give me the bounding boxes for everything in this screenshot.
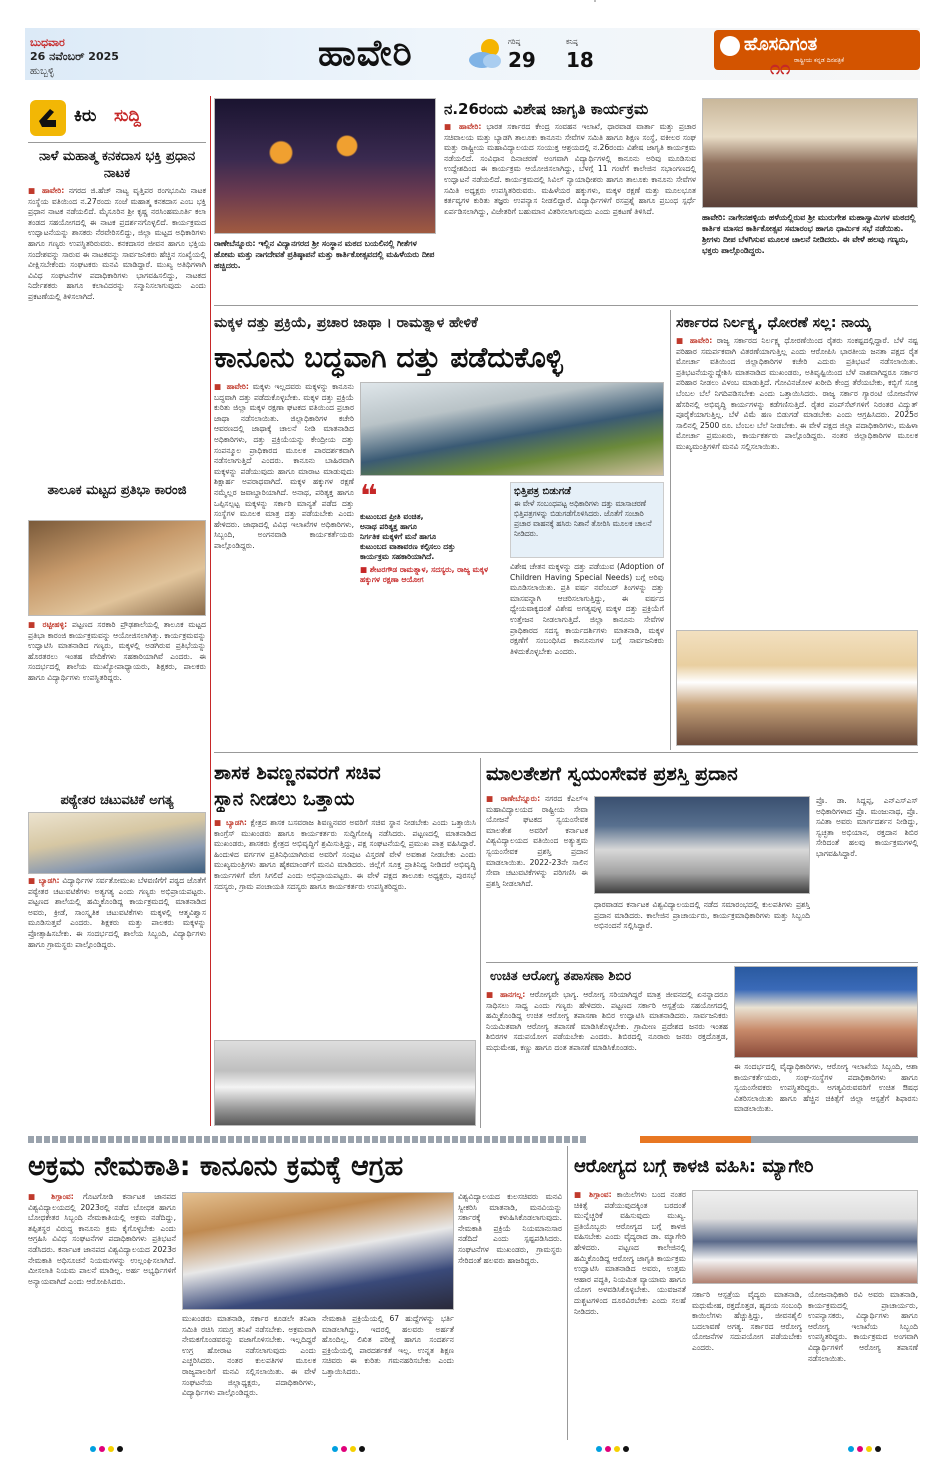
dot-black: [359, 1446, 365, 1452]
kirusuddi-story2-lead: ■ ರಟ್ಟೀಹಳ್ಳಿ:: [28, 620, 68, 629]
health-camp-body-1: ಆರೋಗ್ಯವೇ ಭಾಗ್ಯ. ಆರೋಗ್ಯ ಸರಿಯಾಗಿದ್ದರೆ ಮಾತ್ರ ಜೀವನದಲ್ಲಿ ಏನನ್ನಾದರೂ ಸಾಧಿಸಲು ಸಾಧ್ಯ ಎಂದು ಗಣ್ಯರು ಹೇಳಿದರು. ಪಟ್ಟಣದ ಸರ್ಕಾರಿ ಆಸ್ಪತ್ರೆಯ ಸಹಯೋಗದಲ್ಲಿ ಹಮ್ಮಿಕೊಂಡಿದ್ದ ಉಚಿತ ಆರೋಗ್ಯ ತಪಾಸಣಾ ಶಿಬಿರ ಉದ್ಘಾಟಿಸಿ ಮಾತನಾಡಿದರು. ಸಾರ್ವಜನಿಕರು ನಿಯಮಿತವಾಗಿ ಆರೋಗ್ಯ ತಪಾಸಣೆ ಮಾಡಿಸಿಕೊಳ್ಳಬೇಕು. ಗ್ರಾಮೀಣ ಪ್ರದೇಶದ ಜನರು ಇಂತಹ ಶಿಬಿರಗಳ ಸದುಪಯೋಗ ಪಡೆಯಬೇಕು ಎಂದರು. ಶಿಬಿರದಲ್ಲಿ ನೂರಾರು ಜನರು ರಕ್ತದೊತ್ತಡ, ಮಧುಮೇಹ, ಕಣ್ಣು ಹಾಗೂ ದಂತ ತಪಾಸಣೆ ಮಾಡಿಸಿಕೊಂಡರು.: [486, 990, 728, 1052]
govt-failure-headline: ಸರ್ಕಾರದ ನಿರ್ಲಕ್ಷ್ಯ, ಧೋರಣೆ ಸಲ್ಲ: ನಾಯ್ಕ: [676, 315, 871, 331]
health-awareness-text-col1: [574, 1190, 686, 1438]
registration-dots-right: [848, 1446, 881, 1452]
illegal-appointment-text-col1: [28, 1192, 176, 1438]
dot-yellow: [108, 1446, 114, 1452]
volunteer-text-col2: [594, 900, 810, 960]
adoption-text-col2: [510, 562, 664, 746]
middle-row-rule: [214, 752, 918, 753]
kirusuddi-column-divider: [210, 96, 211, 1126]
health-awareness-text-col3: [808, 1290, 918, 1438]
kirusuddi-title-a: ಕಿರು: [74, 106, 97, 126]
page-number: ೧೧: [770, 58, 791, 79]
kirusuddi-story3-text: [28, 876, 206, 1126]
illegal-appointment-body-1: ಗೊಟಗೋಡಿ ಕರ್ನಾಟಕ ಜಾನಪದ ವಿಶ್ವವಿದ್ಯಾಲಯದಲ್ಲಿ 2023ರಲ್ಲಿ ನಡೆದ ಬೋಧಕ ಹಾಗೂ ಬೋಧಕೇತರ ಸಿಬ್ಬಂದಿ ನೇಮಕಾತಿಯಲ್ಲಿ ಅಕ್ರಮ ನಡೆದಿದ್ದು, ತಪ್ಪಿತಸ್ಥರ ವಿರುದ್ಧ ಕಾನೂನು ಕ್ರಮ ಕೈಗೊಳ್ಳಬೇಕು ಎಂದು ಆಗ್ರಹಿಸಿ ವಿವಿಧ ಸಂಘಟನೆಗಳ ಪದಾಧಿಕಾರಿಗಳು ಪ್ರತಿಭಟನೆ ನಡೆಸಿದರು. ಕರ್ನಾಟಕ ಜಾನಪದ ವಿಶ್ವವಿದ್ಯಾಲಯದ 2023ರ ನೇಮಕಾತಿ ಅಧಿಸೂಚನೆ ನಿಯಮಗಳನ್ನು ಉಲ್ಲಂಘಿಸಲಾಗಿದೆ. ಮೀಸಲಾತಿ ನಿಯಮ ಪಾಲನೆ ಮಾಡಿಲ್ಲ. ಅರ್ಹ ಅಭ್ಯರ್ಥಿಗಳಿಗೆ ಅನ್ಯಾಯವಾಗಿದೆ ಎಂದು ಆರೋಪಿಸಿದರು.: [28, 1192, 176, 1286]
illegal-appointment-photo: [182, 1192, 454, 1310]
minister-divider: [480, 758, 481, 1128]
dot-yellow: [866, 1446, 872, 1452]
quote-source: ■ ಶೇಟರಗೌಡ ರಾಮತ್ನಾಳ, ಸದಸ್ಯರು, ರಾಜ್ಯ ಮಕ್ಕಳ ಹಕ್ಕುಗಳ ರಕ್ಷಣಾ ಆಯೋಗ: [360, 565, 489, 584]
section-bar-accent: [640, 1136, 918, 1143]
mutt-event-photo: [702, 98, 918, 208]
dot-magenta: [605, 1446, 611, 1452]
health-awareness-text-col2: [692, 1290, 802, 1438]
brand-block: [714, 30, 920, 70]
health-camp-photo: [734, 966, 918, 1058]
masthead-city: ಹುಬ್ಬಳ್ಳಿ: [30, 66, 55, 77]
kirusuddi-story1-headline: ನಾಳೆ ಮಹಾತ್ಮ ಕನಕದಾಸ ಭಕ್ತಿ ಪ್ರಧಾನ ನಾಟಕ: [38, 149, 196, 181]
volunteer-rule: [486, 962, 918, 963]
poster-release-body: ಈ ವೇಳೆ ಸಂಬಂಧಪಟ್ಟ ಅಧಿಕಾರಿಗಳು ದತ್ತು ಮಾಸಾಚರಣೆ ಭಿತ್ತಿಪತ್ರಗಳನ್ನು ಬಿಡುಗಡೆಗೊಳಿಸಿದರು. ಜೊತೆಗೆ ಸಂಚಾರಿ ಪ್ರಚಾರ ವಾಹನಕ್ಕೆ ಹಸಿರು ನಿಶಾನೆ ತೋರಿಸಿ ಮೂಲಕ ಚಾಲನೆ ನೀಡಿದರು.: [514, 499, 652, 538]
adoption-body-2: ವಿಶೇಷ ಚೇತನ ಮಕ್ಕಳನ್ನು ದತ್ತು ಪಡೆಯುವ (Adoption of Children Having Special Needs) ಬಗ್ಗೆ ಅರಿವು ಮೂಡಿಸಲಾಯಿತು. ಪ್ರತಿ ವರ್ಷ ನವೆಂಬರ್ ತಿಂಗಳನ್ನು ದತ್ತು ಮಾಸವನ್ನಾಗಿ ಆಚರಿಸಲಾಗುತ್ತಿದ್ದು, ಈ ವರ್ಷದ ಧ್ಯೇಯವಾಕ್ಯದಂತೆ ವಿಶೇಷ ಅಗತ್ಯವುಳ್ಳ ಮಕ್ಕಳ ದತ್ತು ಪ್ರಕ್ರಿಯೆಗೆ ಉತ್ತೇಜನ ನೀಡಲಾಗುತ್ತಿದೆ. ಜಿಲ್ಲಾ ಕಾನೂನು ಸೇವೆಗಳ ಪ್ರಾಧಿಕಾರದ ಸದಸ್ಯ ಕಾರ್ಯದರ್ಶಿಗಳು ಮಾತನಾಡಿ, ಮಕ್ಕಳ ರಕ್ಷಣೆಗೆ ಸಂಬಂಧಿಸಿದ ಕಾನೂನುಗಳ ಬಗ್ಗೆ ಸಾರ್ವಜನಿಕರು ತಿಳಿದುಕೊಳ್ಳಬೇಕು ಎಂದರು.: [510, 562, 664, 656]
kirusuddi-story3-headline: ಪಠ್ಯೇತರ ಚಟುವಟಿಕೆ ಅಗತ್ಯ: [60, 793, 174, 808]
adoption-quote-box: [360, 479, 506, 618]
illegal-appointment-body-2: ಮುಖಂಡರು ಮಾತನಾಡಿ, ಸರ್ಕಾರ ಕೂಡಲೇ ತನಿಖಾ ಸಮಿತಿ ರಚಿಸಿ ಸಮಗ್ರ ತನಿಖೆ ನಡೆಸಬೇಕು. ಅಕ್ರಮವಾಗಿ ನೇಮಕಗೊಂಡವರನ್ನು ವಜಾಗೊಳಿಸಬೇಕು. ಇಲ್ಲದಿದ್ದರೆ ಉಗ್ರ ಹೋರಾಟ ನಡೆಸಲಾಗುವುದು ಎಂದು ಎಚ್ಚರಿಸಿದರು. ನಂತರ ಕುಲಪತಿಗಳ ಮೂಲಕ ರಾಜ್ಯಪಾಲರಿಗೆ ಮನವಿ ಸಲ್ಲಿಸಲಾಯಿತು. ಈ ವೇಳೆ ಸಂಘಟನೆಯ ಜಿಲ್ಲಾಧ್ಯಕ್ಷರು, ಪದಾಧಿಕಾರಿಗಳು, ವಿದ್ಯಾರ್ಥಿಗಳು ಪಾಲ್ಗೊಂಡಿದ್ದರು.: [182, 1314, 316, 1398]
minister-text: [214, 818, 476, 1036]
health-camp-headline: ಉಚಿತ ಆರೋಗ್ಯ ತಪಾಸಣಾ ಶಿಬಿರ: [490, 969, 632, 984]
max-temp: 29: [508, 48, 536, 72]
govt-failure-body: ರಾಜ್ಯ ಸರ್ಕಾರದ ನಿರ್ಲಕ್ಷ್ಯ ಧೋರಣೆಯಿಂದ ರೈತರು ಸಂಕಷ್ಟದಲ್ಲಿದ್ದಾರೆ. ಬೆಳೆ ನಷ್ಟ ಪರಿಹಾರ ಸಮರ್ಪಕವಾಗಿ ವಿತರಣೆಯಾಗುತ್ತಿಲ್ಲ ಎಂದು ಆರೋಪಿಸಿ ಭಾರತೀಯ ಜನತಾ ಪಕ್ಷದ ರೈತ ಮೋರ್ಚಾ ವತಿಯಿಂದ ಜಿಲ್ಲಾಧಿಕಾರಿಗಳ ಕಚೇರಿ ಎದುರು ಪ್ರತಿಭಟನೆ ನಡೆಸಲಾಯಿತು. ಪ್ರತಿಭಟನೆಯನ್ನುದ್ದೇಶಿಸಿ ಮಾತನಾಡಿದ ಮುಖಂಡರು, ಅತಿವೃಷ್ಟಿಯಿಂದ ಬೆಳೆ ನಾಶವಾಗಿದ್ದರೂ ಸರ್ಕಾರ ಪರಿಹಾರ ನೀಡಲು ವಿಳಂಬ ಮಾಡುತ್ತಿದೆ. ಗೋವಿನಜೋಳ ಖರೀದಿ ಕೇಂದ್ರ ತೆರೆಯಬೇಕು, ಕಬ್ಬಿಗೆ ಸೂಕ್ತ ಬೆಂಬಲ ಬೆಲೆ ನಿಗದಿಪಡಿಸಬೇಕು ಎಂದು ಒತ್ತಾಯಿಸಿದರು. ರಾಜ್ಯ ಸರ್ಕಾರ ಗ್ಯಾರಂಟಿ ಯೋಜನೆಗಳ ಹೆಸರಿನಲ್ಲಿ ಅಭಿವೃದ್ಧಿ ಕಾರ್ಯಗಳನ್ನು ಕಡೆಗಣಿಸುತ್ತಿದೆ. ರೈತರ ಪಂಪ್‌ಸೆಟ್‌ಗಳಿಗೆ ನಿರಂತರ ವಿದ್ಯುತ್ ಪೂರೈಕೆಯಾಗುತ್ತಿಲ್ಲ. ಬೆಳೆ ವಿಮೆ ಹಣ ಬಿಡುಗಡೆ ಮಾಡಬೇಕು ಎಂದು ಆಗ್ರಹಿಸಿದರು. 2025ರ ಸಾಲಿನಲ್ಲಿ 2500 ರೂ. ಬೆಂಬಲ ಬೆಲೆ ನೀಡಬೇಕು. ಈ ವೇಳೆ ಪಕ್ಷದ ಜಿಲ್ಲಾ ಪದಾಧಿಕಾರಿಗಳು, ಮಹಿಳಾ ಮೋರ್ಚಾ ಪ್ರಮುಖರು, ಕಾರ್ಯಕರ್ತರು ಪಾಲ್ಗೊಂಡಿದ್ದರು. ನಂತರ ಜಿಲ್ಲಾಧಿಕಾರಿಗಳ ಮೂಲಕ ಮುಖ್ಯಮಂತ್ರಿಗಳಿಗೆ ಮನವಿ ಸಲ್ಲಿಸಲಾಯಿತು.: [676, 336, 918, 451]
illegal-appointment-headline: ಅಕ್ರಮ ನೇಮಕಾತಿ: ಕಾನೂನು ಕ್ರಮಕ್ಕೆ ಆಗ್ರಹ: [28, 1151, 404, 1182]
awareness-lead: ■ ಹಾವೇರಿ:: [444, 122, 482, 131]
minister-headline-line1: ಶಾಸಕ ಶಿವಣ್ಣನವರಗೆ ಸಚಿವ: [214, 762, 381, 784]
volunteer-lead: ■ ರಾಣೇಬೆನ್ನೂರು:: [486, 794, 541, 803]
dot-cyan: [332, 1446, 338, 1452]
dot-yellow: [614, 1446, 620, 1452]
govt-failure-text: [676, 336, 918, 626]
volunteer-award-stage-photo: [594, 796, 810, 894]
dot-yellow: [350, 1446, 356, 1452]
quote-line-5: ಕಾರ್ಯಕ್ರಮ ಸಹಕಾರಿಯಾಗಿದೆ.: [360, 552, 435, 561]
kirusuddi-story3-lead: ■ ಬ್ಯಾಡಗಿ:: [28, 876, 60, 885]
illegal-appointment-body-3: ನೇಮಕಾತಿ ಪ್ರಕ್ರಿಯೆಯಲ್ಲಿ 67 ಹುದ್ದೆಗಳನ್ನು ಭರ್ತಿ ಮಾಡಲಾಗಿದ್ದು, ಇದರಲ್ಲಿ ಹಲವರು ಅರ್ಹತೆ ಹೊಂದಿಲ್ಲ. ಲಿಖಿತ ಪರೀಕ್ಷೆ ಹಾಗೂ ಸಂದರ್ಶನ ಪ್ರಕ್ರಿಯೆಯಲ್ಲಿ ಪಾರದರ್ಶಕತೆ ಇಲ್ಲ. ಉನ್ನತ ಶಿಕ್ಷಣ ಸಚಿವರು ಈ ಕುರಿತು ಗಮನಹರಿಸಬೇಕು ಎಂದು ಒತ್ತಾಯಿಸಿದರು.: [322, 1314, 454, 1376]
brand-tagline: ರಾಷ್ಟ್ರೀಯ ಕನ್ನಡ ದಿನಪತ್ರಿಕೆ: [794, 57, 845, 64]
masthead: [0, 0, 945, 90]
dot-cyan: [596, 1446, 602, 1452]
adoption-headline: ಕಾನೂನು ಬದ್ಧವಾಗಿ ದತ್ತು ಪಡೆದುಕೊಳ್ಳಿ: [214, 341, 563, 374]
kirusuddi-story1-lead: ■ ಹಾವೇರಿ:: [28, 186, 65, 195]
masthead-date: 26 ನವೆಂಬರ್ 2025: [30, 50, 119, 63]
health-awareness-body-2: ಸರ್ಕಾರಿ ಆಸ್ಪತ್ರೆಯ ವೈದ್ಯರು ಮಾತನಾಡಿ, ಮಧುಮೇಹ, ರಕ್ತದೊತ್ತಡ, ಹೃದಯ ಸಂಬಂಧಿ ಕಾಯಿಲೆಗಳು ಹೆಚ್ಚುತ್ತಿದ್ದು, ಜೀವನಶೈಲಿ ಬದಲಾವಣೆ ಅಗತ್ಯ. ಸರ್ಕಾರದ ಆರೋಗ್ಯ ಯೋಜನೆಗಳ ಸದುಪಯೋಗ ಪಡೆಯಬೇಕು ಎಂದರು.: [692, 1290, 802, 1352]
illegal-appointment-body-4: ವಿಶ್ವವಿದ್ಯಾಲಯದ ಕುಲಸಚಿವರು ಮನವಿ ಸ್ವೀಕರಿಸಿ ಮಾತನಾಡಿ, ಮನವಿಯನ್ನು ಸರ್ಕಾರಕ್ಕೆ ಕಳುಹಿಸಿಕೊಡಲಾಗುವುದು. ನೇಮಕಾತಿ ಪ್ರಕ್ರಿಯೆ ನಿಯಮಾನುಸಾರ ನಡೆದಿದೆ ಎಂದು ಸ್ಪಷ್ಟಪಡಿಸಿದರು. ಸಂಘಟನೆಗಳ ಮುಖಂಡರು, ಗ್ರಾಮಸ್ಥರು ಸೇರಿದಂತೆ ಹಲವರು ಹಾಜರಿದ್ದರು.: [458, 1192, 562, 1265]
dot-black: [623, 1446, 629, 1452]
adoption-divider: [670, 310, 671, 750]
registration-dots-left: [90, 1446, 123, 1452]
byadagi-school-photo: [28, 812, 206, 874]
date-block: [30, 36, 160, 77]
volunteer-text-col1: [486, 794, 588, 960]
dot-magenta: [341, 1446, 347, 1452]
awareness-body: ಭಾರತ ಸರ್ಕಾರದ ಕೇಂದ್ರ ಸಂವಹನ ಇಲಾಖೆ, ಧಾರವಾಡ ವಾರ್ತಾ ಮತ್ತು ಪ್ರಚಾರ ಸಚಿವಾಲಯ ಮತ್ತು ಬ್ಯಾಡಗಿ ತಾಲೂಕು ಕಾನೂನು ಸೇವೆಗಳ ಸಮಿತಿ ಹಾಗೂ ಶಿಕ್ಷಣ ಸಂಸ್ಥೆ, ವಕೀಲರ ಸಂಘ ಮತ್ತು ರಾಷ್ಟ್ರೀಯ ಮಹಾವಿದ್ಯಾಲಯದ ಸಂಯುಕ್ತ ಆಶ್ರಯದಲ್ಲಿ ನ.26ರಂದು ವಿಶೇಷ ಜಾಗೃತಿ ಕಾರ್ಯಕ್ರಮ ನಡೆಯಲಿದೆ. ಸಂವಿಧಾನ ದಿನಾಚರಣೆ ಅಂಗವಾಗಿ ವಿದ್ಯಾರ್ಥಿಗಳಲ್ಲಿ ಕಾನೂನು ಅರಿವು ಮೂಡಿಸುವ ಉದ್ದೇಶದಿಂದ ಈ ಕಾರ್ಯಕ್ರಮ ಆಯೋಜಿಸಲಾಗಿದ್ದು, ಬೆಳಗ್ಗೆ 11 ಗಂಟೆಗೆ ಕಾಲೇಜಿನ ಸಭಾಂಗಣದಲ್ಲಿ ಉದ್ಘಾಟನೆ ನಡೆಯಲಿದೆ. ಕಾರ್ಯಕ್ರಮದಲ್ಲಿ ಸಿವಿಲ್ ನ್ಯಾಯಾಧೀಶರು ಹಾಗೂ ತಾಲೂಕು ಕಾನೂನು ಸೇವೆಗಳ ಸಮಿತಿ ಅಧ್ಯಕ್ಷರು ಉಪಸ್ಥಿತರಿರುವರು. ಮಹಿಳೆಯರ ಹಕ್ಕುಗಳು, ಮಕ್ಕಳ ರಕ್ಷಣೆ ಮತ್ತು ಮೂಲಭೂತ ಕರ್ತವ್ಯಗಳ ಕುರಿತು ತಜ್ಞರು ಉಪನ್ಯಾಸ ನೀಡಲಿದ್ದಾರೆ. ವಿದ್ಯಾರ್ಥಿಗಳಿಗೆ ರಸಪ್ರಶ್ನೆ ಹಾಗೂ ಪ್ರಬಂಧ ಸ್ಪರ್ಧೆ ಏರ್ಪಡಿಸಲಾಗಿದ್ದು, ವಿಜೇತರಿಗೆ ಬಹುಮಾನ ವಿತರಿಸಲಾಗುವುದು ಎಂದು ಪ್ರಕಟಣೆ ತಿಳಿಸಿದೆ.: [444, 122, 696, 216]
health-awareness-headline: ಆರೋಗ್ಯದ ಬಗ್ಗೆ ಕಾಳಜಿ ವಹಿಸಿ: ಮ್ಯಾಗೇರಿ: [574, 1156, 814, 1177]
volunteer-text-col3: [816, 796, 918, 960]
kirusuddi-story3-body: ವಿದ್ಯಾರ್ಥಿಗಳ ಸರ್ವತೋಮುಖ ಬೆಳವಣಿಗೆಗೆ ಪಠ್ಯದ ಜೊತೆಗೆ ಪಠ್ಯೇತರ ಚಟುವಟಿಕೆಗಳು ಅತ್ಯಗತ್ಯ ಎಂದು ಗಣ್ಯರು ಅಭಿಪ್ರಾಯಪಟ್ಟರು. ಪಟ್ಟಣದ ಶಾಲೆಯಲ್ಲಿ ಹಮ್ಮಿಕೊಂಡಿದ್ದ ಕಾರ್ಯಕ್ರಮದಲ್ಲಿ ಮಾತನಾಡಿದ ಅವರು, ಕ್ರೀಡೆ, ಸಾಂಸ್ಕೃತಿಕ ಚಟುವಟಿಕೆಗಳು ಮಕ್ಕಳಲ್ಲಿ ಆತ್ಮವಿಶ್ವಾಸ ಮೂಡಿಸುತ್ತವೆ ಎಂದರು. ಶಿಕ್ಷಕರು ಮತ್ತು ಪಾಲಕರು ಮಕ್ಕಳನ್ನು ಪ್ರೋತ್ಸಾಹಿಸಬೇಕು. ಈ ಸಂದರ್ಭದಲ್ಲಿ ಶಾಲೆಯ ಸಿಬ್ಬಂದಿ, ವಿದ್ಯಾರ್ಥಿಗಳು ಹಾಗೂ ಗ್ರಾಮಸ್ಥರು ಪಾಲ್ಗೊಂಡಿದ್ದರು.: [28, 876, 206, 949]
dot-magenta: [99, 1446, 105, 1452]
illegal-appointment-text-col2: [182, 1314, 316, 1438]
section-bar-left: [28, 1136, 588, 1143]
kirusuddi-story1-body: ನಗರದ ಜಿ.ಹೆಚ್ ನಾಟ್ಯ ವೃತ್ತಿಪರ ರಂಗಭೂಮಿ ನಾಟಕ ಸಂಸ್ಥೆಯ ವತಿಯಿಂದ ನ.27ರಂದು ಸಂಜೆ ಮಹಾತ್ಮ ಕನಕದಾಸ ಎಂಬ ಭಕ್ತಿ ಪ್ರಧಾನ ನಾಟಕ ನಡೆಯಲಿದೆ. ಮೈಸೂರಿನ ಶ್ರೀ ಕೃಷ್ಣ ನರಸಿಂಹಮೂರ್ತಿ ಕಲಾ ತಂಡದ ಸಹಯೋಗದಲ್ಲಿ ಈ ನಾಟಕ ಪ್ರದರ್ಶನಗೊಳ್ಳಲಿದೆ. ಕಾರ್ಯಕ್ರಮದ ಉದ್ಘಾಟನೆಯನ್ನು ಶಾಸಕರು ನೆರವೇರಿಸಲಿದ್ದು, ಜಿಲ್ಲಾ ಮಟ್ಟದ ಅಧಿಕಾರಿಗಳು ಹಾಗೂ ಗಣ್ಯರು ಉಪಸ್ಥಿತರಿರುವರು. ಕನಕದಾಸರ ಜೀವನ ಹಾಗೂ ಭಕ್ತಿಯ ಸಂದೇಶವನ್ನು ಸಾರುವ ಈ ನಾಟಕವನ್ನು ಸಾರ್ವಜನಿಕರು ಹೆಚ್ಚಿನ ಸಂಖ್ಯೆಯಲ್ಲಿ ವೀಕ್ಷಿಸಬೇಕೆಂದು ಸಂಘಟಕರು ಮನವಿ ಮಾಡಿದ್ದಾರೆ. ಮುಖ್ಯ ಅತಿಥಿಗಳಾಗಿ ವಿವಿಧ ಸಂಘಟನೆಗಳ ಪದಾಧಿಕಾರಿಗಳು ಭಾಗವಹಿಸಲಿದ್ದು, ನಾಟಕದ ನಿರ್ದೇಶಕರು ಹಾಗೂ ಕಲಾವಿದರನ್ನು ಸನ್ಮಾನಿಸಲಾಗುವುದು ಎಂದು ಪ್ರಕಟಣೆಯಲ್ಲಿ ತಿಳಿಸಲಾಗಿದೆ.: [28, 186, 206, 301]
karthika-deepotsava-caption: ರಾಣೇಬೆನ್ನೂರು: ಇಲ್ಲಿನ ವಿದ್ಯಾನಗರದ ಶ್ರೀ ಸಂಸ್ಥಾನ ಮಠದ ಬಯಲಿನಲ್ಲಿ ಗೀತೆಗಳ ಹೋಮ ಮತ್ತು ನಾಗದೇವತೆ ಪ್ರತಿಷ್ಠಾಪನೆ ಮತ್ತು ಕಾರ್ತಿಕೋತ್ಸವದಲ್ಲಿ ಮಹಿಳೆಯರು ದೀಪ ಹಚ್ಚಿದರು.: [214, 239, 435, 270]
volunteer-body-1: ನಗರದ ಕೆಎಲ್‌ಇ ಮಹಾವಿದ್ಯಾಲಯದ ರಾಷ್ಟ್ರೀಯ ಸೇವಾ ಯೋಜನೆ ಘಟಕದ ಸ್ವಯಂಸೇವಕ ಮಾಲತೇಶ ಅವರಿಗೆ ಕರ್ನಾಟಕ ವಿಶ್ವವಿದ್ಯಾಲಯದ ವತಿಯಿಂದ ಅತ್ಯುತ್ತಮ ಸ್ವಯಂಸೇವಕ ಪ್ರಶಸ್ತಿ ಪ್ರದಾನ ಮಾಡಲಾಯಿತು. 2022-23ನೇ ಸಾಲಿನ ಸೇವಾ ಚಟುವಟಿಕೆಗಳನ್ನು ಪರಿಗಣಿಸಿ ಈ ಪ್ರಶಸ್ತಿ ನೀಡಲಾಗಿದೆ.: [486, 794, 588, 888]
dot-cyan: [848, 1446, 854, 1452]
dot-black: [117, 1446, 123, 1452]
health-camp-text-col2: [734, 1062, 918, 1126]
dot-black: [875, 1446, 881, 1452]
govt-failure-lead: ■ ಹಾವೇರಿ:: [676, 336, 713, 345]
health-awareness-body-3: ಯೋಜನಾಧಿಕಾರಿ ರವಿ ಅವರು ಮಾತನಾಡಿ, ಕಾರ್ಯಕ್ರಮದಲ್ಲಿ ಪ್ರಾಚಾರ್ಯರು, ಉಪನ್ಯಾಸಕರು, ವಿದ್ಯಾರ್ಥಿಗಳು ಹಾಗೂ ಆರೋಗ್ಯ ಇಲಾಖೆಯ ಸಿಬ್ಬಂದಿ ಉಪಸ್ಥಿತರಿದ್ದರು. ಕಾರ್ಯಕ್ರಮದ ಅಂಗವಾಗಿ ವಿದ್ಯಾರ್ಥಿಗಳಿಗೆ ಆರೋಗ್ಯ ತಪಾಸಣೆ ನಡೆಸಲಾಯಿತು.: [808, 1290, 918, 1363]
bottom-divider: [567, 1146, 568, 1440]
poster-release-title: ಭಿತ್ತಿಪತ್ರ ಬಿಡುಗಡೆ: [514, 486, 571, 497]
health-awareness-lead: ■ ಶಿಗ್ಗಾಂವ:: [574, 1190, 612, 1199]
karthika-deepotsava-photo: [214, 98, 436, 234]
weather-icon: [466, 34, 506, 72]
masthead-edition-title: ಹಾವೇರಿ: [318, 33, 413, 74]
max-temp-label: ಗರಿಷ್ಠ: [508, 38, 521, 46]
volunteer-body-2: ಧಾರವಾಡದ ಕರ್ನಾಟಕ ವಿಶ್ವವಿದ್ಯಾಲಯದಲ್ಲಿ ನಡೆದ ಸಮಾರಂಭದಲ್ಲಿ ಕುಲಪತಿಗಳು ಪ್ರಶಸ್ತಿ ಪ್ರದಾನ ಮಾಡಿದರು. ಕಾಲೇಜಿನ ಪ್ರಾಚಾರ್ಯರು, ಕಾರ್ಯಕ್ರಮಾಧಿಕಾರಿಗಳು ಮತ್ತು ಸಿಬ್ಬಂದಿ ಅಭಿನಂದನೆ ಸಲ್ಲಿಸಿದ್ದಾರೆ.: [594, 900, 810, 931]
adoption-lead: ■ ಹಾವೇರಿ:: [214, 382, 249, 391]
mutt-event-caption: ಹಾವೇರಿ: ನಾಗೇನಹಳ್ಳಿಯ ಹಳೆಯಲ್ಲಿರುವ ಶ್ರೀ ಮುರುಗೇಶ ಮಹಾಸ್ವಾಮಿಗಳ ಮಠದಲ್ಲಿ ಕಾರ್ತಿಕ ಮಾಸದ ಕಾರ್ತಿಕೋತ್ಸವ ಸಮಾರಂಭ ಹಾಗೂ ಧಾರ್ಮಿಕ ಸಭೆ ನಡೆಯಿತು. ಶ್ರೀಗಳು ದೀಪ ಬೆಳಗಿಸುವ ಮೂಲಕ ಚಾಲನೆ ನೀಡಿದರು. ಈ ವೇಳೆ ಹಲವು ಗಣ್ಯರು, ಭಕ್ತರು ಪಾಲ್ಗೊಂಡಿದ್ದರು.: [702, 213, 916, 255]
adoption-jatha-photo: [360, 382, 664, 476]
adoption-text-col1: [214, 382, 354, 746]
kirusuddi-rule: [28, 142, 206, 143]
brand-name: ಹೊಸದಿಗಂತ: [744, 34, 818, 55]
brand-lamp-icon: [720, 36, 740, 56]
kirusuddi-story2-body: ಪಟ್ಟಣದ ಸರಕಾರಿ ಪ್ರೌಢಶಾಲೆಯಲ್ಲಿ ತಾಲೂಕ ಮಟ್ಟದ ಪ್ರತಿಭಾ ಕಾರಂಜಿ ಕಾರ್ಯಕ್ರಮವನ್ನು ಆಯೋಜಿಸಲಾಗಿತ್ತು. ಕಾರ್ಯಕ್ರಮವನ್ನು ಉದ್ಘಾಟಿಸಿ ಮಾತನಾಡಿದ ಗಣ್ಯರು, ಮಕ್ಕಳಲ್ಲಿ ಅಡಗಿರುವ ಪ್ರತಿಭೆಯನ್ನು ಹೊರತರಲು ಇಂತಹ ವೇದಿಕೆಗಳು ಸಹಕಾರಿಯಾಗಿವೆ ಎಂದರು. ಈ ಸಂದರ್ಭದಲ್ಲಿ ಶಾಲೆಯ ಮುಖ್ಯೋಪಾಧ್ಯಾಯರು, ಶಿಕ್ಷಕರು, ಪಾಲಕರು ಹಾಗೂ ವಿದ್ಯಾರ್ಥಿಗಳು ಉಪಸ್ಥಿತರಿದ್ದರು.: [28, 620, 206, 682]
quote-mark-icon: ❝: [360, 479, 378, 514]
health-camp-lead: ■ ಹಾನಗಲ್ಲ:: [486, 990, 526, 999]
kirusuddi-story2-headline: ತಾಲೂಕ ಮಟ್ಟದ ಪ್ರತಿಭಾ ಕಾರಂಜಿ: [47, 483, 187, 498]
kirusuddi-story2-text: [28, 620, 206, 788]
volunteer-body-3: ಪ್ರೊ. ಡಾ. ಸಿದ್ದಪ್ಪ, ಎನ್‌ಎಸ್‌ಎಸ್ ಅಧಿಕಾರಿಗಳಾದ ಪ್ರೊ. ಮಂಜುನಾಥ, ಪ್ರೊ. ಸವಿತಾ ಅವರು ಮಾರ್ಗದರ್ಶನ ನೀಡಿದ್ದು, ಸ್ವಚ್ಛತಾ ಅಭಿಯಾನ, ರಕ್ತದಾನ ಶಿಬಿರ ಸೇರಿದಂತೆ ಹಲವು ಕಾರ್ಯಕ್ರಮಗಳಲ್ಲಿ ಭಾಗವಹಿಸಿದ್ದಾರೆ.: [816, 796, 918, 858]
awareness-text: [444, 122, 696, 300]
illegal-appointment-lead: ■ ಶಿಗ್ಗಾಂವ:: [28, 1192, 74, 1201]
pratibha-karanji-photo: [28, 520, 206, 616]
masthead-day: ಬುಧವಾರ: [30, 36, 65, 49]
minister-press-photo: [214, 1040, 476, 1126]
volunteer-award-photo: [594, 0, 596, 2]
registration-dots-center-right: [596, 1446, 629, 1452]
volunteer-headline: ಮಾಲತೇಶಗೆ ಸ್ವಯಂಸೇವಕ ಪ್ರಶಸ್ತಿ ಪ್ರದಾನ: [486, 763, 738, 785]
health-awareness-body-1: ಕಾಯಿಲೆಗಳು ಬಂದ ನಂತರ ಚಿಕಿತ್ಸೆ ಪಡೆಯುವುದಕ್ಕಿಂತ ಬರದಂತೆ ಮುನ್ನೆಚ್ಚರಿಕೆ ವಹಿಸುವುದು ಮುಖ್ಯ. ಪ್ರತಿಯೊಬ್ಬರು ಆರೋಗ್ಯದ ಬಗ್ಗೆ ಕಾಳಜಿ ವಹಿಸಬೇಕು ಎಂದು ವೈದ್ಯರಾದ ಡಾ. ಮ್ಯಾಗೇರಿ ಹೇಳಿದರು. ಪಟ್ಟಣದ ಕಾಲೇಜಿನಲ್ಲಿ ಹಮ್ಮಿಕೊಂಡಿದ್ದ ಆರೋಗ್ಯ ಜಾಗೃತಿ ಕಾರ್ಯಕ್ರಮ ಉದ್ಘಾಟಿಸಿ ಮಾತನಾಡಿದ ಅವರು, ಉತ್ತಮ ಆಹಾರ ಪದ್ಧತಿ, ನಿಯಮಿತ ವ್ಯಾಯಾಮ ಹಾಗೂ ಯೋಗ ಅಳವಡಿಸಿಕೊಳ್ಳಬೇಕು. ಯುವಜನತೆ ದುಶ್ಚಟಗಳಿಂದ ದೂರವಿರಬೇಕು ಎಂದು ಸಲಹೆ ನೀಡಿದರು.: [574, 1190, 686, 1316]
minister-headline-line2: ಸ್ಥಾನ ನೀಡಲು ಒತ್ತಾಯ: [214, 788, 355, 810]
top-row-rule: [214, 305, 918, 306]
adoption-kicker: ಮಕ್ಕಳ ದತ್ತು ಪ್ರಕ್ರಿಯೆ, ಪ್ರಚಾರ ಜಾಥಾ । ರಾಮತ್ನಾಳ ಹೇಳಿಕೆ: [214, 315, 478, 331]
quote-line-2: ಅನಾಥ ಪರಿತ್ಯಕ್ತ ಹಾಗೂ: [360, 522, 418, 531]
quote-line-3: ನಿರ್ಗತಿಕ ಮಕ್ಕಳಿಗೆ ಮನೆ ಹಾಗೂ: [360, 532, 437, 541]
illegal-appointment-text-col3: [322, 1314, 454, 1438]
health-camp-text-col1: [486, 990, 728, 1126]
illegal-appointment-text-col4: [458, 1192, 562, 1438]
govt-failure-photo: [676, 630, 918, 746]
dot-magenta: [857, 1446, 863, 1452]
dot-cyan: [90, 1446, 96, 1452]
min-temp-label: ಕನಿಷ್ಠ: [566, 38, 578, 46]
min-temp: 18: [566, 48, 594, 72]
kirusuddi-title-b: ಸುದ್ದಿ: [114, 106, 141, 126]
kirusuddi-header: [28, 98, 206, 140]
kirusuddi-story1-text: [28, 186, 206, 440]
registration-dots-middle: [332, 1446, 365, 1452]
minister-lead: ■ ಬ್ಯಾಡಗಿ:: [214, 818, 247, 827]
health-awareness-photo: [692, 1190, 918, 1284]
quote-line-1: ಕುಟುಂಬದ ಪ್ರೀತಿ ವಂಚಿತ,: [360, 512, 424, 521]
quote-line-4: ಕುಟುಂಬದ ವಾತಾವರಣ ಕಲ್ಪಿಸಲು ದತ್ತು: [360, 542, 456, 551]
adoption-body-1: ಮಕ್ಕಳು ಇಲ್ಲದವರು ಮಕ್ಕಳನ್ನು ಕಾನೂನು ಬದ್ಧವಾಗಿ ದತ್ತು ಪಡೆದುಕೊಳ್ಳಬೇಕು. ಮಕ್ಕಳ ದತ್ತು ಪ್ರಕ್ರಿಯೆ ಕುರಿತು ಜಿಲ್ಲಾ ಮಕ್ಕಳ ರಕ್ಷಣಾ ಘಟಕದ ವತಿಯಿಂದ ಪ್ರಚಾರ ಜಾಥಾ ನಡೆಸಲಾಯಿತು. ಜಿಲ್ಲಾಧಿಕಾರಿಗಳ ಕಚೇರಿ ಆವರಣದಲ್ಲಿ ಜಾಥಾಕ್ಕೆ ಚಾಲನೆ ನೀಡಿ ಮಾತನಾಡಿದ ಅಧಿಕಾರಿಗಳು, ದತ್ತು ಪ್ರಕ್ರಿಯೆಯನ್ನು ಕೇಂದ್ರೀಯ ದತ್ತು ಸಂಪನ್ಮೂಲ ಪ್ರಾಧಿಕಾರದ ಮೂಲಕ ಪಾರದರ್ಶಕವಾಗಿ ನಡೆಸಲಾಗುತ್ತಿದೆ ಎಂದರು. ಕಾನೂನು ಬಾಹಿರವಾಗಿ ಮಕ್ಕಳನ್ನು ಪಡೆಯುವುದು ಹಾಗೂ ಮಾರಾಟ ಮಾಡುವುದು ಶಿಕ್ಷಾರ್ಹ ಅಪರಾಧವಾಗಿದೆ. ಮಕ್ಕಳ ಹಕ್ಕುಗಳ ರಕ್ಷಣೆ ನಮ್ಮೆಲ್ಲರ ಜವಾಬ್ದಾರಿಯಾಗಿದೆ. ಅನಾಥ, ಪರಿತ್ಯಕ್ತ ಹಾಗೂ ಒಪ್ಪಿಸಲ್ಪಟ್ಟ ಮಕ್ಕಳನ್ನು ಸರ್ಕಾರಿ ಮಾನ್ಯತೆ ಪಡೆದ ದತ್ತು ಸಂಸ್ಥೆಗಳ ಮೂಲಕ ಮಾತ್ರ ದತ್ತು ಪಡೆಯಬೇಕು ಎಂದು ಹೇಳಿದರು. ಜಾಥಾದಲ್ಲಿ ವಿವಿಧ ಇಲಾಖೆಗಳ ಅಧಿಕಾರಿಗಳು, ಸಿಬ್ಬಂದಿ, ಅಂಗನವಾಡಿ ಕಾರ್ಯಕರ್ತೆಯರು ಪಾಲ್ಗೊಂಡಿದ್ದರು.: [214, 382, 354, 550]
pointing-hand-icon: [30, 100, 66, 136]
awareness-headline: ನ.26ರಂದು ವಿಶೇಷ ಜಾಗೃತಿ ಕಾರ್ಯಕ್ರಮ: [444, 100, 649, 118]
health-camp-body-2: ಈ ಸಂದರ್ಭದಲ್ಲಿ ವೈದ್ಯಾಧಿಕಾರಿಗಳು, ಆರೋಗ್ಯ ಇಲಾಖೆಯ ಸಿಬ್ಬಂದಿ, ಆಶಾ ಕಾರ್ಯಕರ್ತೆಯರು, ಸಂಘ-ಸಂಸ್ಥೆಗಳ ಪದಾಧಿಕಾರಿಗಳು ಹಾಗೂ ಸ್ವಯಂಸೇವಕರು ಉಪಸ್ಥಿತರಿದ್ದರು. ಅಗತ್ಯವಿರುವವರಿಗೆ ಉಚಿತ ಔಷಧ ವಿತರಿಸಲಾಯಿತು ಹಾಗೂ ಹೆಚ್ಚಿನ ಚಿಕಿತ್ಸೆಗೆ ಜಿಲ್ಲಾ ಆಸ್ಪತ್ರೆಗೆ ಶಿಫಾರಸು ಮಾಡಲಾಯಿತು.: [734, 1062, 918, 1114]
minister-body: ಕ್ಷೇತ್ರದ ಶಾಸಕ ಬಸವರಾಜ ಶಿವಣ್ಣನವರ ಅವರಿಗೆ ಸಚಿವ ಸ್ಥಾನ ನೀಡಬೇಕು ಎಂದು ಒತ್ತಾಯಿಸಿ ಕಾಂಗ್ರೆಸ್ ಮುಖಂಡರು ಹಾಗೂ ಕಾರ್ಯಕರ್ತರು ಸುದ್ದಿಗೋಷ್ಠಿ ನಡೆಸಿದರು. ಪಟ್ಟಣದಲ್ಲಿ ಮಾತನಾಡಿದ ಮುಖಂಡರು, ಶಾಸಕರು ಕ್ಷೇತ್ರದ ಅಭಿವೃದ್ಧಿಗೆ ಶ್ರಮಿಸುತ್ತಿದ್ದು, ಪಕ್ಷ ಸಂಘಟನೆಯಲ್ಲಿ ಪ್ರಮುಖ ಪಾತ್ರ ವಹಿಸಿದ್ದಾರೆ. ಹಿಂದುಳಿದ ವರ್ಗಗಳ ಪ್ರತಿನಿಧಿಯಾಗಿರುವ ಅವರಿಗೆ ಸಂಪುಟ ವಿಸ್ತರಣೆ ವೇಳೆ ಅವಕಾಶ ನೀಡಬೇಕು ಎಂದು ಮುಖ್ಯಮಂತ್ರಿಗಳು ಹಾಗೂ ಹೈಕಮಾಂಡ್‌ಗೆ ಮನವಿ ಮಾಡಿದರು. ಜಿಲ್ಲೆಗೆ ಸೂಕ್ತ ಪ್ರಾತಿನಿಧ್ಯ ನೀಡಿದರೆ ಅಭಿವೃದ್ಧಿ ಕಾರ್ಯಗಳಿಗೆ ವೇಗ ಸಿಗಲಿದೆ ಎಂದು ಅಭಿಪ್ರಾಯಪಟ್ಟರು. ಈ ವೇಳೆ ಪಕ್ಷದ ತಾಲೂಕು ಅಧ್ಯಕ್ಷರು, ಪುರಸಭೆ ಸದಸ್ಯರು, ಗ್ರಾಮ ಪಂಚಾಯತಿ ಸದಸ್ಯರು ಹಾಗೂ ಕಾರ್ಯಕರ್ತರು ಉಪಸ್ಥಿತರಿದ್ದರು.: [214, 818, 476, 891]
poster-release-box: [510, 482, 664, 558]
